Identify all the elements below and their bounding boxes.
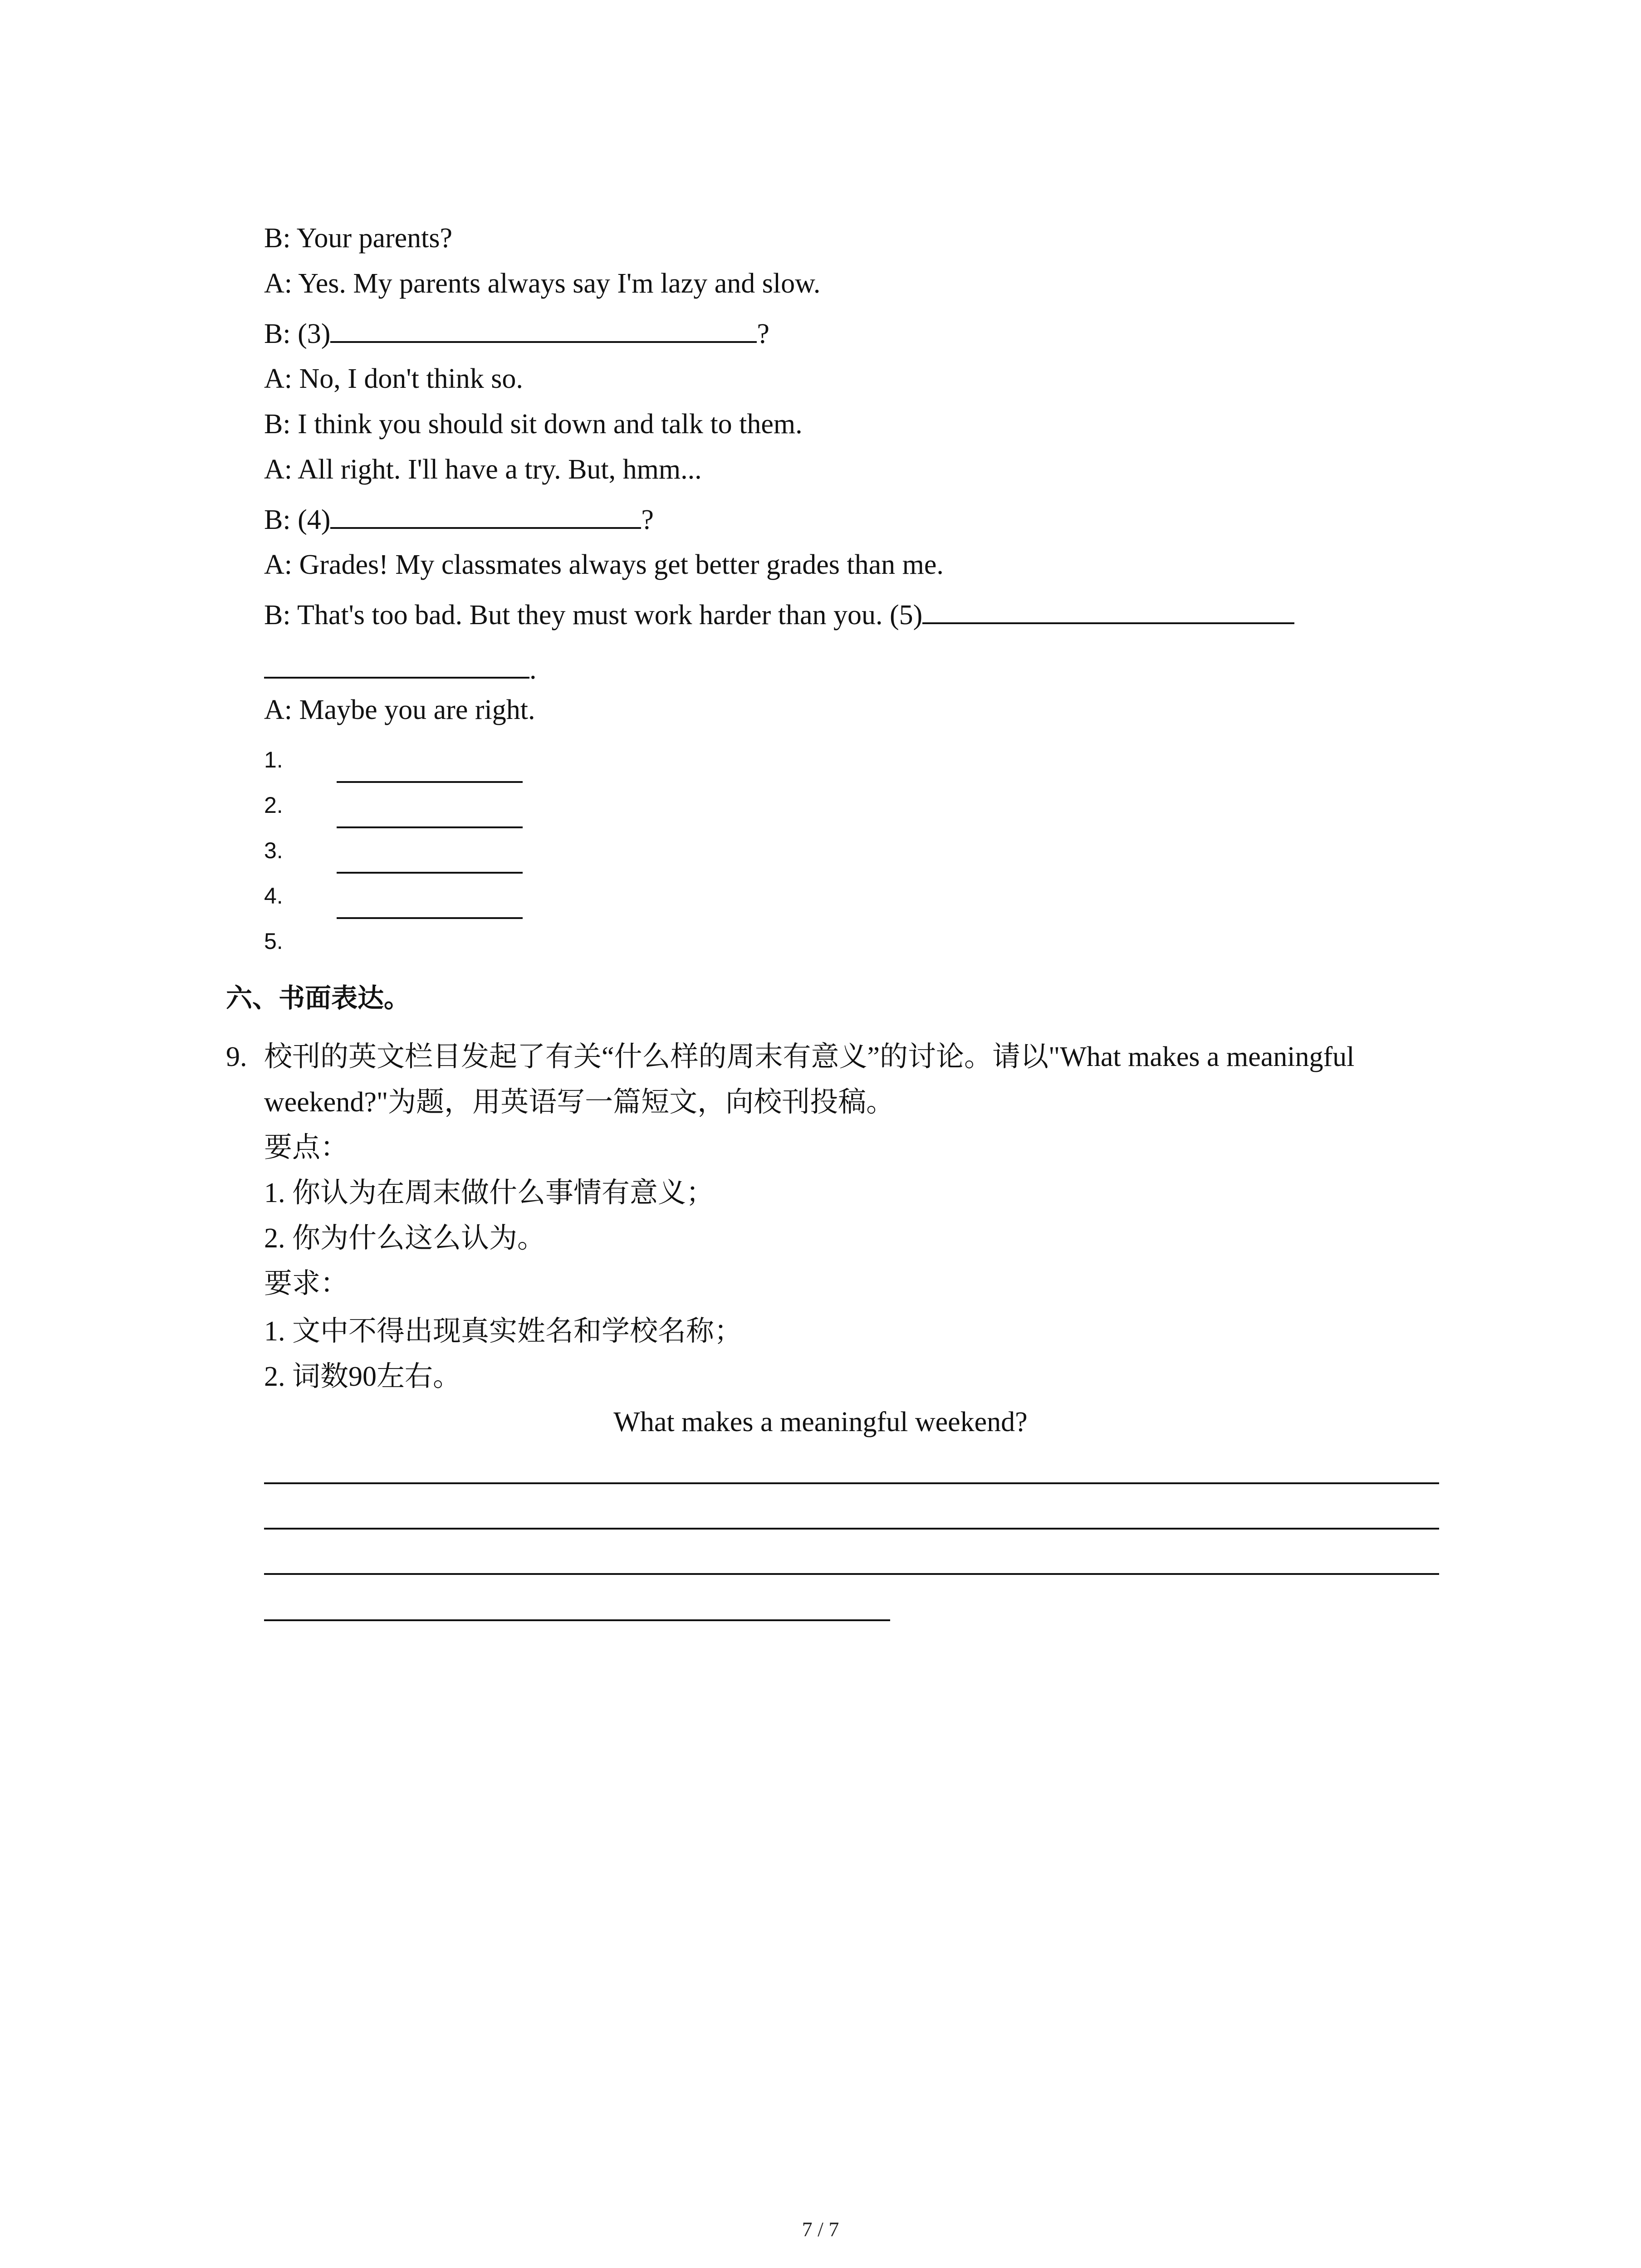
dialogue-line-3-suffix: ? [757, 318, 769, 349]
answer-number-1: 1. [264, 747, 283, 772]
dialogue-line-7 [264, 499, 654, 538]
answer-line-1[interactable] [337, 781, 523, 783]
requirements-label: 要求： [264, 1268, 349, 1299]
points-label: 要点： [264, 1132, 349, 1163]
dialogue-line-4: A: No, I don't think so. [264, 363, 523, 394]
point-2: 2. 你为什么这么认为。 [264, 1223, 546, 1254]
answer-number-5: 5. [264, 929, 283, 954]
dialogue-line-8: A: Grades! My classmates always get better grades than me. [264, 549, 944, 580]
blank-5b[interactable] [264, 649, 529, 679]
point-1: 1. 你认为在周末做什么事情有意义； [264, 1178, 715, 1208]
page-number: 7 / 7 [802, 2218, 839, 2241]
essay-title: What makes a meaningful weekend? [613, 1407, 1028, 1437]
dialogue-line-11: A: Maybe you are right. [264, 694, 535, 725]
dialogue-line-10 [264, 649, 537, 688]
writing-line-2[interactable] [264, 1528, 1439, 1530]
blank-5a[interactable] [922, 594, 1294, 624]
section-heading: 六、书面表达。 [226, 982, 411, 1013]
answer-line-4[interactable] [337, 917, 523, 919]
dialogue-line-7-prefix: B: (4) [264, 504, 331, 535]
dialogue-line-3-prefix: B: (3) [264, 318, 331, 349]
answer-number-2: 2. [264, 792, 283, 818]
dialogue-line-3 [264, 313, 769, 352]
dialogue-line-5: B: I think you should sit down and talk to them. [264, 409, 803, 440]
dialogue-line-2: A: Yes. My parents always say I'm lazy and slow. [264, 268, 821, 299]
writing-line-3[interactable] [264, 1573, 1439, 1575]
question-line-1: 校刊的英文栏目发起了有关“什么样的周末有意义”的讨论。请以"What makes a meaningful [264, 1041, 1355, 1072]
requirement-1: 1. 文中不得出现真实姓名和学校名称； [264, 1316, 743, 1347]
dialogue-line-10-suffix: . [529, 654, 537, 685]
question-number: 9. [226, 1041, 247, 1072]
answer-line-2[interactable] [337, 826, 523, 828]
dialogue-line-9 [264, 594, 1294, 633]
requirement-2: 2. 词数90左右。 [264, 1361, 461, 1392]
dialogue-line-1: B: Your parents? [264, 223, 453, 254]
dialogue-line-7-suffix: ? [641, 504, 654, 535]
answer-number-3: 3. [264, 838, 283, 863]
blank-4[interactable] [330, 499, 641, 529]
answer-number-4: 4. [264, 883, 283, 909]
question-line-2: weekend?"为题，用英语写一篇短文，向校刊投稿。 [264, 1087, 895, 1118]
blank-3[interactable] [330, 313, 757, 343]
dialogue-line-9-prefix: B: That's too bad. But they must work harder than you. (5) [264, 600, 923, 631]
writing-line-4[interactable] [264, 1619, 890, 1621]
dialogue-line-6: A: All right. I'll have a try. But, hmm... [264, 454, 702, 485]
writing-line-1[interactable] [264, 1482, 1439, 1484]
answer-line-3[interactable] [337, 872, 523, 874]
